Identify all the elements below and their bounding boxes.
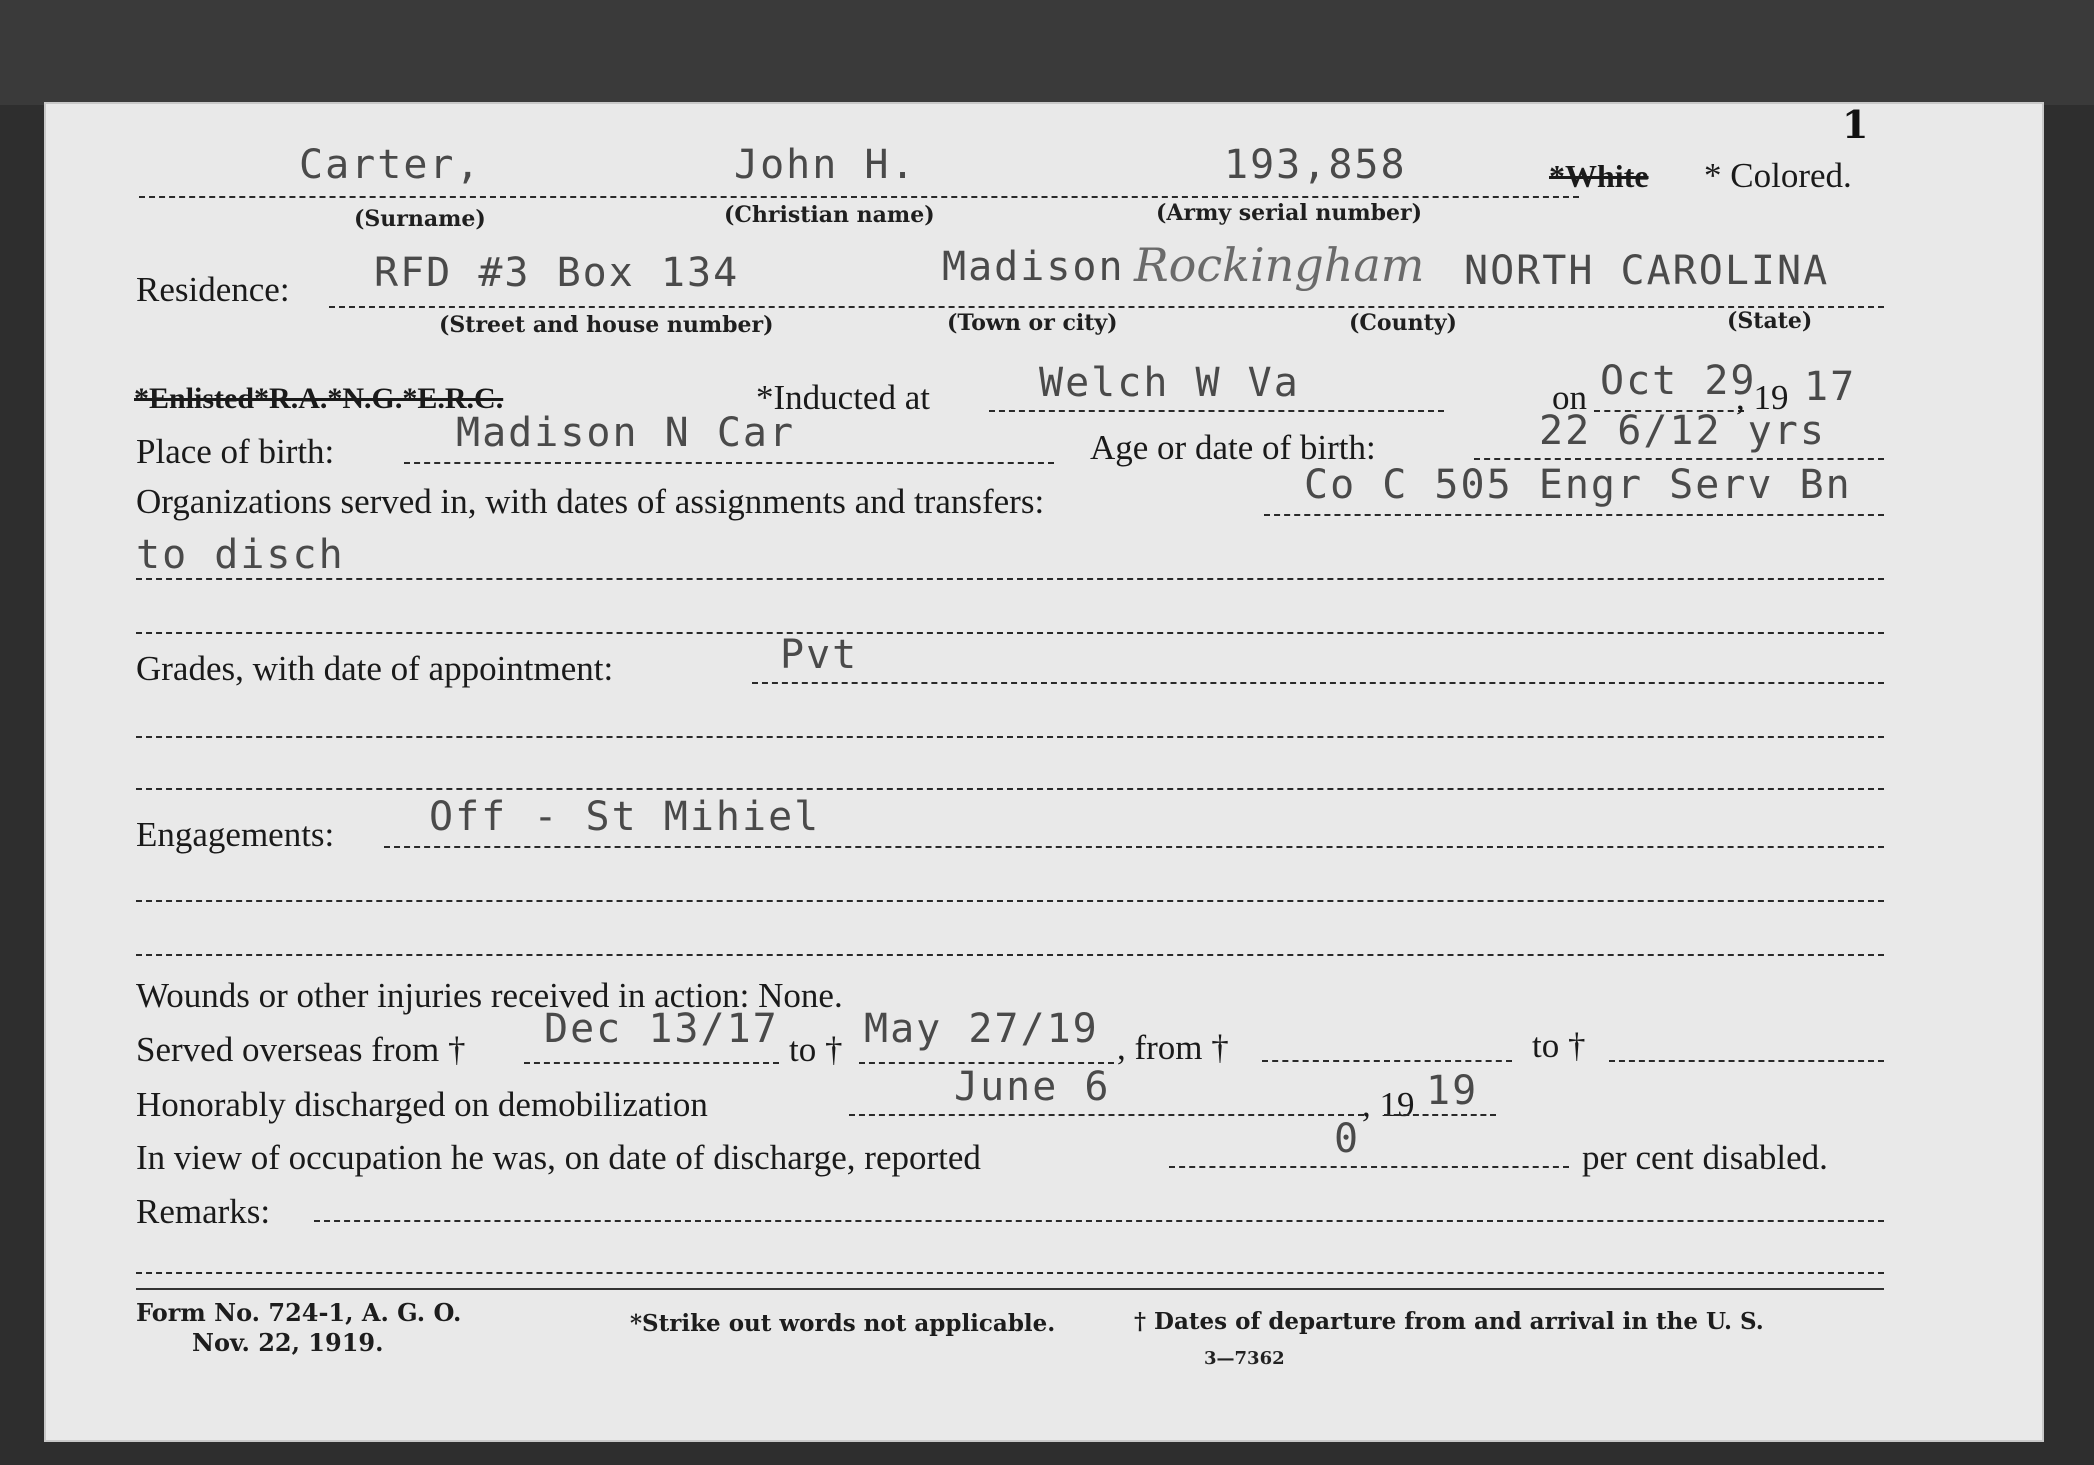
caption-street: (Street and house number) (439, 312, 774, 338)
race-white-struck: *White (1549, 158, 1649, 194)
overseas-from1-rule (524, 1062, 779, 1064)
remarks-rule-2 (136, 1272, 1884, 1274)
enlisted-struck: *Enlisted*R.A.*N.G.*E.R.C. (134, 382, 504, 415)
wounds-text: Wounds or other injuries received in action: None. (136, 976, 843, 1015)
service-record-card (44, 102, 2044, 1442)
disability-suffix: per cent disabled. (1582, 1138, 1828, 1177)
induction-year-prefix: , 19 (1736, 378, 1789, 417)
on-label: on (1552, 378, 1587, 417)
organizations-rule-1 (1264, 514, 1884, 516)
discharge-date-rule (849, 1114, 1364, 1116)
caption-surname: (Surname) (354, 206, 486, 232)
organizations-rule-2 (136, 578, 1884, 580)
caption-state: (State) (1727, 308, 1813, 334)
engagements-rule-1 (384, 846, 1884, 848)
caption-christian-name: (Christian name) (724, 202, 935, 228)
place-of-birth-label: Place of birth: (136, 432, 335, 471)
form-date: Nov. 22, 1919. (192, 1328, 384, 1357)
place-of-birth-rule (404, 462, 1054, 464)
footer-divider (136, 1288, 1884, 1290)
organizations-rule-3 (136, 632, 1884, 634)
discharge-year-prefix: , 19 (1362, 1085, 1415, 1124)
organizations-label: Organizations served in, with dates of assignments and transfers: (136, 482, 1045, 521)
discharge-label: Honorably discharged on demobilization (136, 1085, 708, 1124)
disability-rule (1169, 1166, 1569, 1168)
caption-serial-number: (Army serial number) (1156, 200, 1423, 226)
overseas-from2-rule (1262, 1060, 1512, 1062)
footnote-strike-out: *Strike out words not applicable. (630, 1310, 1056, 1337)
surname-value: Carter, (299, 142, 482, 188)
organizations-line1: Co C 505 Engr Serv Bn (1304, 462, 1852, 508)
name-rule (139, 196, 1579, 198)
age-label: Age or date of birth: (1090, 428, 1376, 467)
print-code: 3—7362 (1204, 1348, 1285, 1369)
disability-value: 0 (1334, 1116, 1361, 1162)
residence-rule (329, 306, 1884, 308)
grades-rule-1 (752, 682, 1884, 684)
residence-label: Residence: (136, 270, 290, 309)
overseas-from2-label: , from † (1117, 1028, 1229, 1067)
discharge-date-value: June 6 (954, 1064, 1111, 1110)
age-value: 22 6/12 yrs (1539, 408, 1826, 454)
engagements-label: Engagements: (136, 815, 335, 854)
form-number: Form No. 724-1, A. G. O. (136, 1298, 462, 1327)
overseas-label: Served overseas from † (136, 1030, 466, 1069)
state-value: NORTH CAROLINA (1464, 248, 1830, 294)
organizations-line2: to disch (136, 532, 345, 578)
town-value: Madison (942, 244, 1125, 290)
place-of-birth-value: Madison N Car (456, 410, 796, 456)
caption-county: (County) (1349, 310, 1457, 336)
engagements-value: Off - St Mihiel (429, 794, 821, 840)
serial-number-value: 193,858 (1224, 142, 1407, 188)
discharge-year-rule (1384, 1114, 1496, 1116)
overseas-to-label: to † (789, 1030, 843, 1069)
age-rule (1474, 458, 1884, 460)
overseas-to2-rule (1609, 1060, 1884, 1062)
engagements-rule-3 (136, 954, 1884, 956)
caption-town: (Town or city) (947, 310, 1118, 336)
footnote-dates: † Dates of departure from and arrival in the U. S. (1134, 1308, 1764, 1335)
engagements-rule-2 (136, 900, 1884, 902)
county-handwritten: Rockingham (1134, 238, 1425, 292)
remarks-rule-1 (314, 1220, 1884, 1222)
inducted-at-label: *Inducted at (756, 378, 930, 417)
overseas-to2-label: to † (1532, 1026, 1586, 1065)
card-number: 1 (1842, 102, 1869, 147)
grades-rule-2 (136, 736, 1884, 738)
remarks-label: Remarks: (136, 1192, 271, 1231)
overseas-to1-value: May 27/19 (864, 1006, 1099, 1052)
induction-date-value: Oct 29 (1600, 358, 1757, 404)
grades-value: Pvt (780, 632, 859, 678)
inducted-place-value: Welch W Va (1039, 360, 1300, 406)
christian-name-value: John H. (734, 142, 917, 188)
discharge-year-value: 19 (1426, 1068, 1479, 1114)
disability-label: In view of occupation he was, on date of discharge, reported (136, 1138, 981, 1177)
background-top (0, 0, 2094, 105)
overseas-from1-value: Dec 13/17 (544, 1006, 779, 1052)
grades-label: Grades, with date of appointment: (136, 649, 614, 688)
grades-rule-3 (136, 788, 1884, 790)
race-colored: * Colored. (1704, 156, 1852, 195)
induction-year-value: 17 (1804, 364, 1857, 410)
street-value: RFD #3 Box 134 (374, 250, 740, 296)
inducted-place-rule (989, 410, 1444, 412)
